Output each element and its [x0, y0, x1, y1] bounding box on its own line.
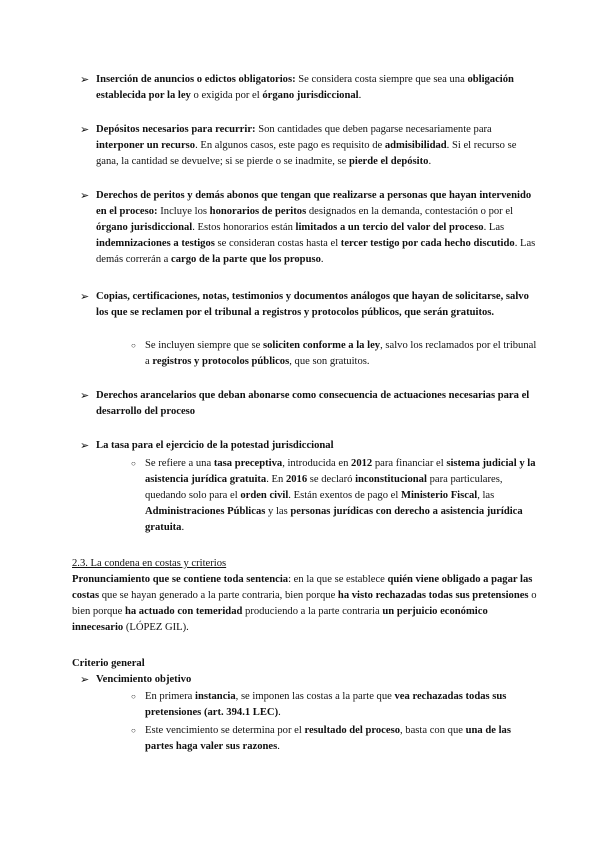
text-run: Este vencimiento se determina por el: [145, 725, 305, 736]
text-run: . En: [266, 474, 286, 485]
bold-run: órgano jurisdiccional: [96, 222, 193, 233]
arrow-bullet-icon: ➢: [80, 124, 90, 136]
list-item-anuncios: [96, 72, 536, 104]
list-item-depositos: [96, 122, 536, 170]
text-run: , introducida en: [282, 458, 352, 469]
bold-run: 2012: [351, 458, 373, 469]
text-run: , basta con que: [400, 725, 466, 736]
text-run: para financiar el: [372, 458, 447, 469]
bold-run: indemnizaciones a testigos: [96, 238, 215, 249]
text-run: para particulares, quedando solo para el: [145, 474, 503, 501]
item-title: Derechos de peritos y demás abonos que tengan que realizarse a personas que hayan intervenido en el proceso:: [96, 190, 532, 217]
text-run: se declaró: [307, 474, 356, 485]
list-item-tasa: [96, 438, 536, 454]
bold-run: interponer un recurso: [96, 140, 196, 151]
text-run: Se considera costa siempre que sea una: [295, 74, 468, 85]
text-run: .: [181, 522, 185, 533]
bold-run: obligación establecida por la ley: [96, 74, 514, 101]
item-title: Copias, certificaciones, notas, testimonios y documentos análogos que hayan de solicitarse, salvo los que se reclamen por el tribunal a registros y protocolos públicos, que serán gratuitos.: [96, 291, 529, 318]
text-run: . Si el recurso se gana, la cantidad se devuelve; si se pierde o se inadmite, se: [96, 140, 517, 167]
text-run: . Están exentos de pago el: [288, 490, 401, 501]
list-item-peritos: [96, 188, 536, 268]
text-run: , salvo los reclamados por el tribunal a: [145, 340, 537, 367]
arrow-bullet-icon: ➢: [80, 190, 90, 202]
text-run: designados en la demanda, contestación o por el: [306, 206, 514, 217]
text-run: se consideran costas hasta el: [214, 238, 341, 249]
text-run: , las: [477, 490, 495, 501]
circle-bullet-icon: ○: [131, 341, 136, 350]
bold-run: inconstitucional: [355, 474, 427, 485]
bold-run: limitados a un tercio del valor del proceso: [295, 222, 484, 233]
circle-bullet-icon: ○: [131, 459, 136, 468]
text-run: (LÓPEZ GIL).: [123, 622, 189, 633]
bold-run: Criterio general: [72, 658, 145, 669]
bold-run: un perjuicio económico innecesario: [72, 606, 488, 633]
arrow-bullet-icon: ➢: [80, 291, 90, 303]
arrow-bullet-icon: ➢: [80, 74, 90, 86]
sub-item-tasa: [145, 456, 537, 536]
text-run: o exigida por el: [190, 90, 263, 101]
item-title: Depósitos necesarios para recurrir:: [96, 124, 256, 135]
text-run: . Las demás correrán a: [96, 238, 536, 265]
bold-run: ha visto rechazadas todas sus pretensiones: [337, 590, 529, 601]
item-title: Vencimiento objetivo: [96, 674, 192, 685]
text-run: Se refiere a una: [145, 458, 214, 469]
heading-text: 2.3. La condena en costas y criterios: [72, 558, 227, 569]
text-run: Incluye los: [157, 206, 210, 217]
criterio-title: [72, 656, 538, 672]
text-run: , que son gratuitos.: [289, 356, 370, 367]
bold-run: una de las partes haga valer sus razones: [145, 725, 511, 752]
list-item-vencimiento: [96, 672, 536, 688]
text-run: produciendo a la parte contraria: [242, 606, 383, 617]
list-item-aranceles: [96, 388, 536, 420]
bold-run: orden civil: [240, 490, 289, 501]
arrow-bullet-icon: ➢: [80, 674, 90, 686]
bold-run: registros y protocolos públicos: [152, 356, 290, 367]
sub-item-resultado: [145, 723, 537, 755]
item-title: Inserción de anuncios o edictos obligatorios:: [96, 74, 296, 85]
bold-run: sistema judicial y la asistencia jurídica gratuita: [145, 458, 536, 485]
bold-run: cargo de la parte que los propuso: [171, 254, 321, 265]
sub-item-primera-instancia: [145, 689, 537, 721]
text-run: En primera: [145, 691, 196, 702]
text-run: .: [278, 707, 281, 718]
bold-run: 2016: [285, 474, 308, 485]
arrow-bullet-icon: ➢: [80, 440, 90, 452]
text-run: .: [358, 90, 362, 101]
bold-run: resultado del proceso: [304, 725, 400, 736]
bold-run: Pronunciamiento que se contiene toda sentencia: [72, 574, 289, 585]
arrow-bullet-icon: ➢: [80, 390, 90, 402]
text-run: que se hayan generado a la parte contraria, bien porque: [99, 590, 338, 601]
text-run: .: [277, 741, 280, 752]
section-paragraph: [72, 572, 538, 636]
bold-run: soliciten conforme a la ley: [262, 340, 381, 351]
bold-run: vea rechazadas todas sus pretensiones (art. 394.1 LEC): [145, 691, 507, 718]
circle-bullet-icon: ○: [131, 726, 136, 735]
text-run: .: [428, 156, 432, 167]
bold-run: Ministerio Fiscal: [400, 490, 478, 501]
bold-run: admisibilidad: [384, 140, 447, 151]
text-run: Son cantidades que deben pagarse necesariamente para: [255, 124, 492, 135]
bold-run: Administraciones Públicas: [145, 506, 266, 517]
item-title: La tasa para el ejercicio de la potestad jurisdiccional: [96, 440, 334, 451]
bold-run: pierde el depósito: [348, 156, 429, 167]
text-run: .: [320, 254, 324, 265]
list-item-copias: [96, 289, 536, 321]
bold-run: instancia: [195, 691, 236, 702]
text-run: o bien porque: [72, 590, 537, 617]
bold-run: órgano jurisdiccional: [262, 90, 359, 101]
bold-run: personas jurídicas con derecho a asistencia jurídica gratuita: [145, 506, 523, 533]
bold-run: tercer testigo por cada hecho discutido: [340, 238, 515, 249]
text-run: . Las: [483, 222, 505, 233]
bold-run: tasa preceptiva: [213, 458, 283, 469]
item-title: Derechos arancelarios que deban abonarse como consecuencia de actuaciones necesarias para el desarrollo del proceso: [96, 390, 530, 417]
bold-run: honorarios de peritos: [209, 206, 307, 217]
text-run: Se incluyen siempre que se: [145, 340, 263, 351]
text-run: : en la que se establece: [288, 574, 388, 585]
circle-bullet-icon: ○: [131, 692, 136, 701]
text-run: , se imponen las costas a la parte que: [235, 691, 395, 702]
text-run: . Estos honorarios están: [192, 222, 296, 233]
section-heading: [72, 556, 538, 572]
bold-run: quién viene obligado a pagar las costas: [72, 574, 533, 601]
text-run: y las: [265, 506, 291, 517]
sub-item-copias: [145, 338, 537, 370]
bold-run: ha actuado con temeridad: [124, 606, 243, 617]
text-run: . En algunos casos, este pago es requisito de: [195, 140, 385, 151]
